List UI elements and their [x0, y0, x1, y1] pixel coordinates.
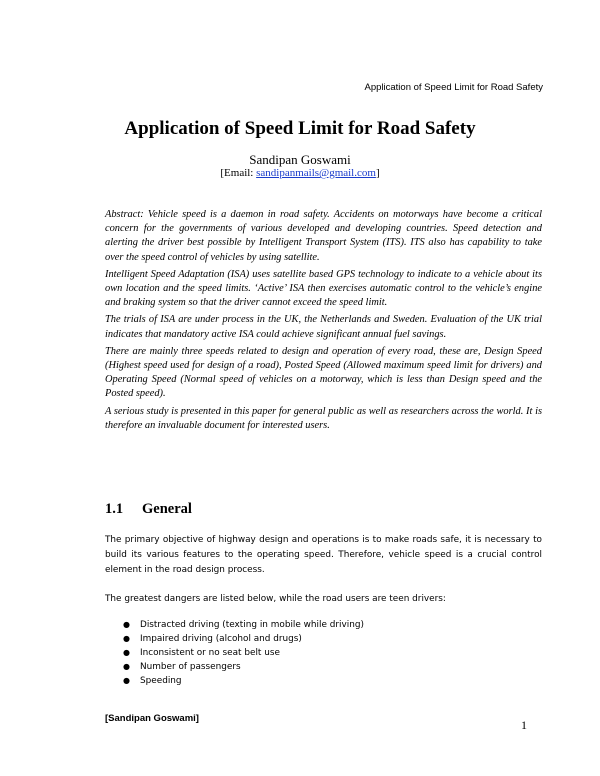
danger-list [123, 618, 364, 688]
list-intro: The greatest dangers are listed below, while the road users are teen drivers: [105, 594, 446, 604]
abstract-paragraph: Abstract: Vehicle speed is a daemon in road safety. Accidents on motorways have become a critical concern for the governments of various developed and developing countries. Speed detection and alerting the driver best possible by Intelligent Transport System (ITS). ITS also has capability to take over the speed control of vehicles by using satellite. [105, 209, 542, 263]
bullet-icon: ● [123, 676, 130, 685]
author-name: Sandipan Goswami [249, 152, 351, 167]
list-item [123, 618, 364, 632]
abstract [105, 208, 542, 436]
list-item-text: Impaired driving (alcohol and drugs) [140, 634, 302, 644]
paper-title: Application of Speed Limit for Road Safety [124, 118, 476, 139]
abstract-paragraph: Intelligent Speed Adaptation (ISA) uses satellite based GPS technology to indicate to a vehicle about its own location and the speed limits. ‘Active’ ISA then exercises automatic control to the vehicle’s engine and braking system so that the driver cannot exceed the speed limit. [105, 268, 542, 309]
bullet-icon: ● [123, 620, 130, 629]
section-body [105, 533, 542, 578]
bullet-icon: ● [123, 662, 130, 671]
list-item-text: Number of passengers [140, 662, 241, 672]
author-email-line [0, 167, 600, 179]
abstract-paragraph: The trials of ISA are under process in the UK, the Netherlands and Sweden. Evaluation of the UK trial indicates that mandatory active ISA could achieve significant annual fuel savings. [105, 314, 542, 340]
footer-author: [Sandipan Goswami] [105, 713, 199, 724]
email-prefix: [Email: [220, 167, 257, 179]
abstract-paragraph: A serious study is presented in this paper for general public as well as researchers across the world. It is therefore an invaluable document for interested users. [105, 405, 542, 431]
list-item-text: Distracted driving (texting in mobile while driving) [140, 620, 364, 630]
page-number: 1 [521, 718, 527, 732]
list-item [123, 660, 364, 674]
section-title: General [142, 501, 192, 517]
section-number: 1.1 [105, 501, 124, 517]
bullet-icon: ● [123, 648, 130, 657]
email-link[interactable]: sandipanmails@gmail.com [256, 167, 376, 179]
list-item-text: Inconsistent or no seat belt use [140, 648, 280, 658]
section-heading [105, 501, 192, 518]
bullet-icon: ● [123, 634, 130, 643]
list-item [123, 646, 364, 660]
abstract-paragraph: There are mainly three speeds related to design and operation of every road, these are, Design Speed (Highest speed used for design of a road), Posted Speed (Allowed maximum speed limit for drivers) and Operating Speed (Normal speed of vehicles on a motorway, which is less than Design speed and the Posted speed). [105, 345, 542, 400]
section-paragraph: The primary objective of highway design and operations is to make roads safe, it is necessary to build its various features to the operating speed. Therefore, vehicle speed is a crucial control element in the road design process. [105, 535, 542, 575]
running-head: Application of Speed Limit for Road Safety [364, 82, 543, 93]
email-suffix: ] [375, 167, 380, 179]
list-item [123, 674, 364, 688]
list-item [123, 632, 364, 646]
list-item-text: Speeding [140, 676, 182, 686]
